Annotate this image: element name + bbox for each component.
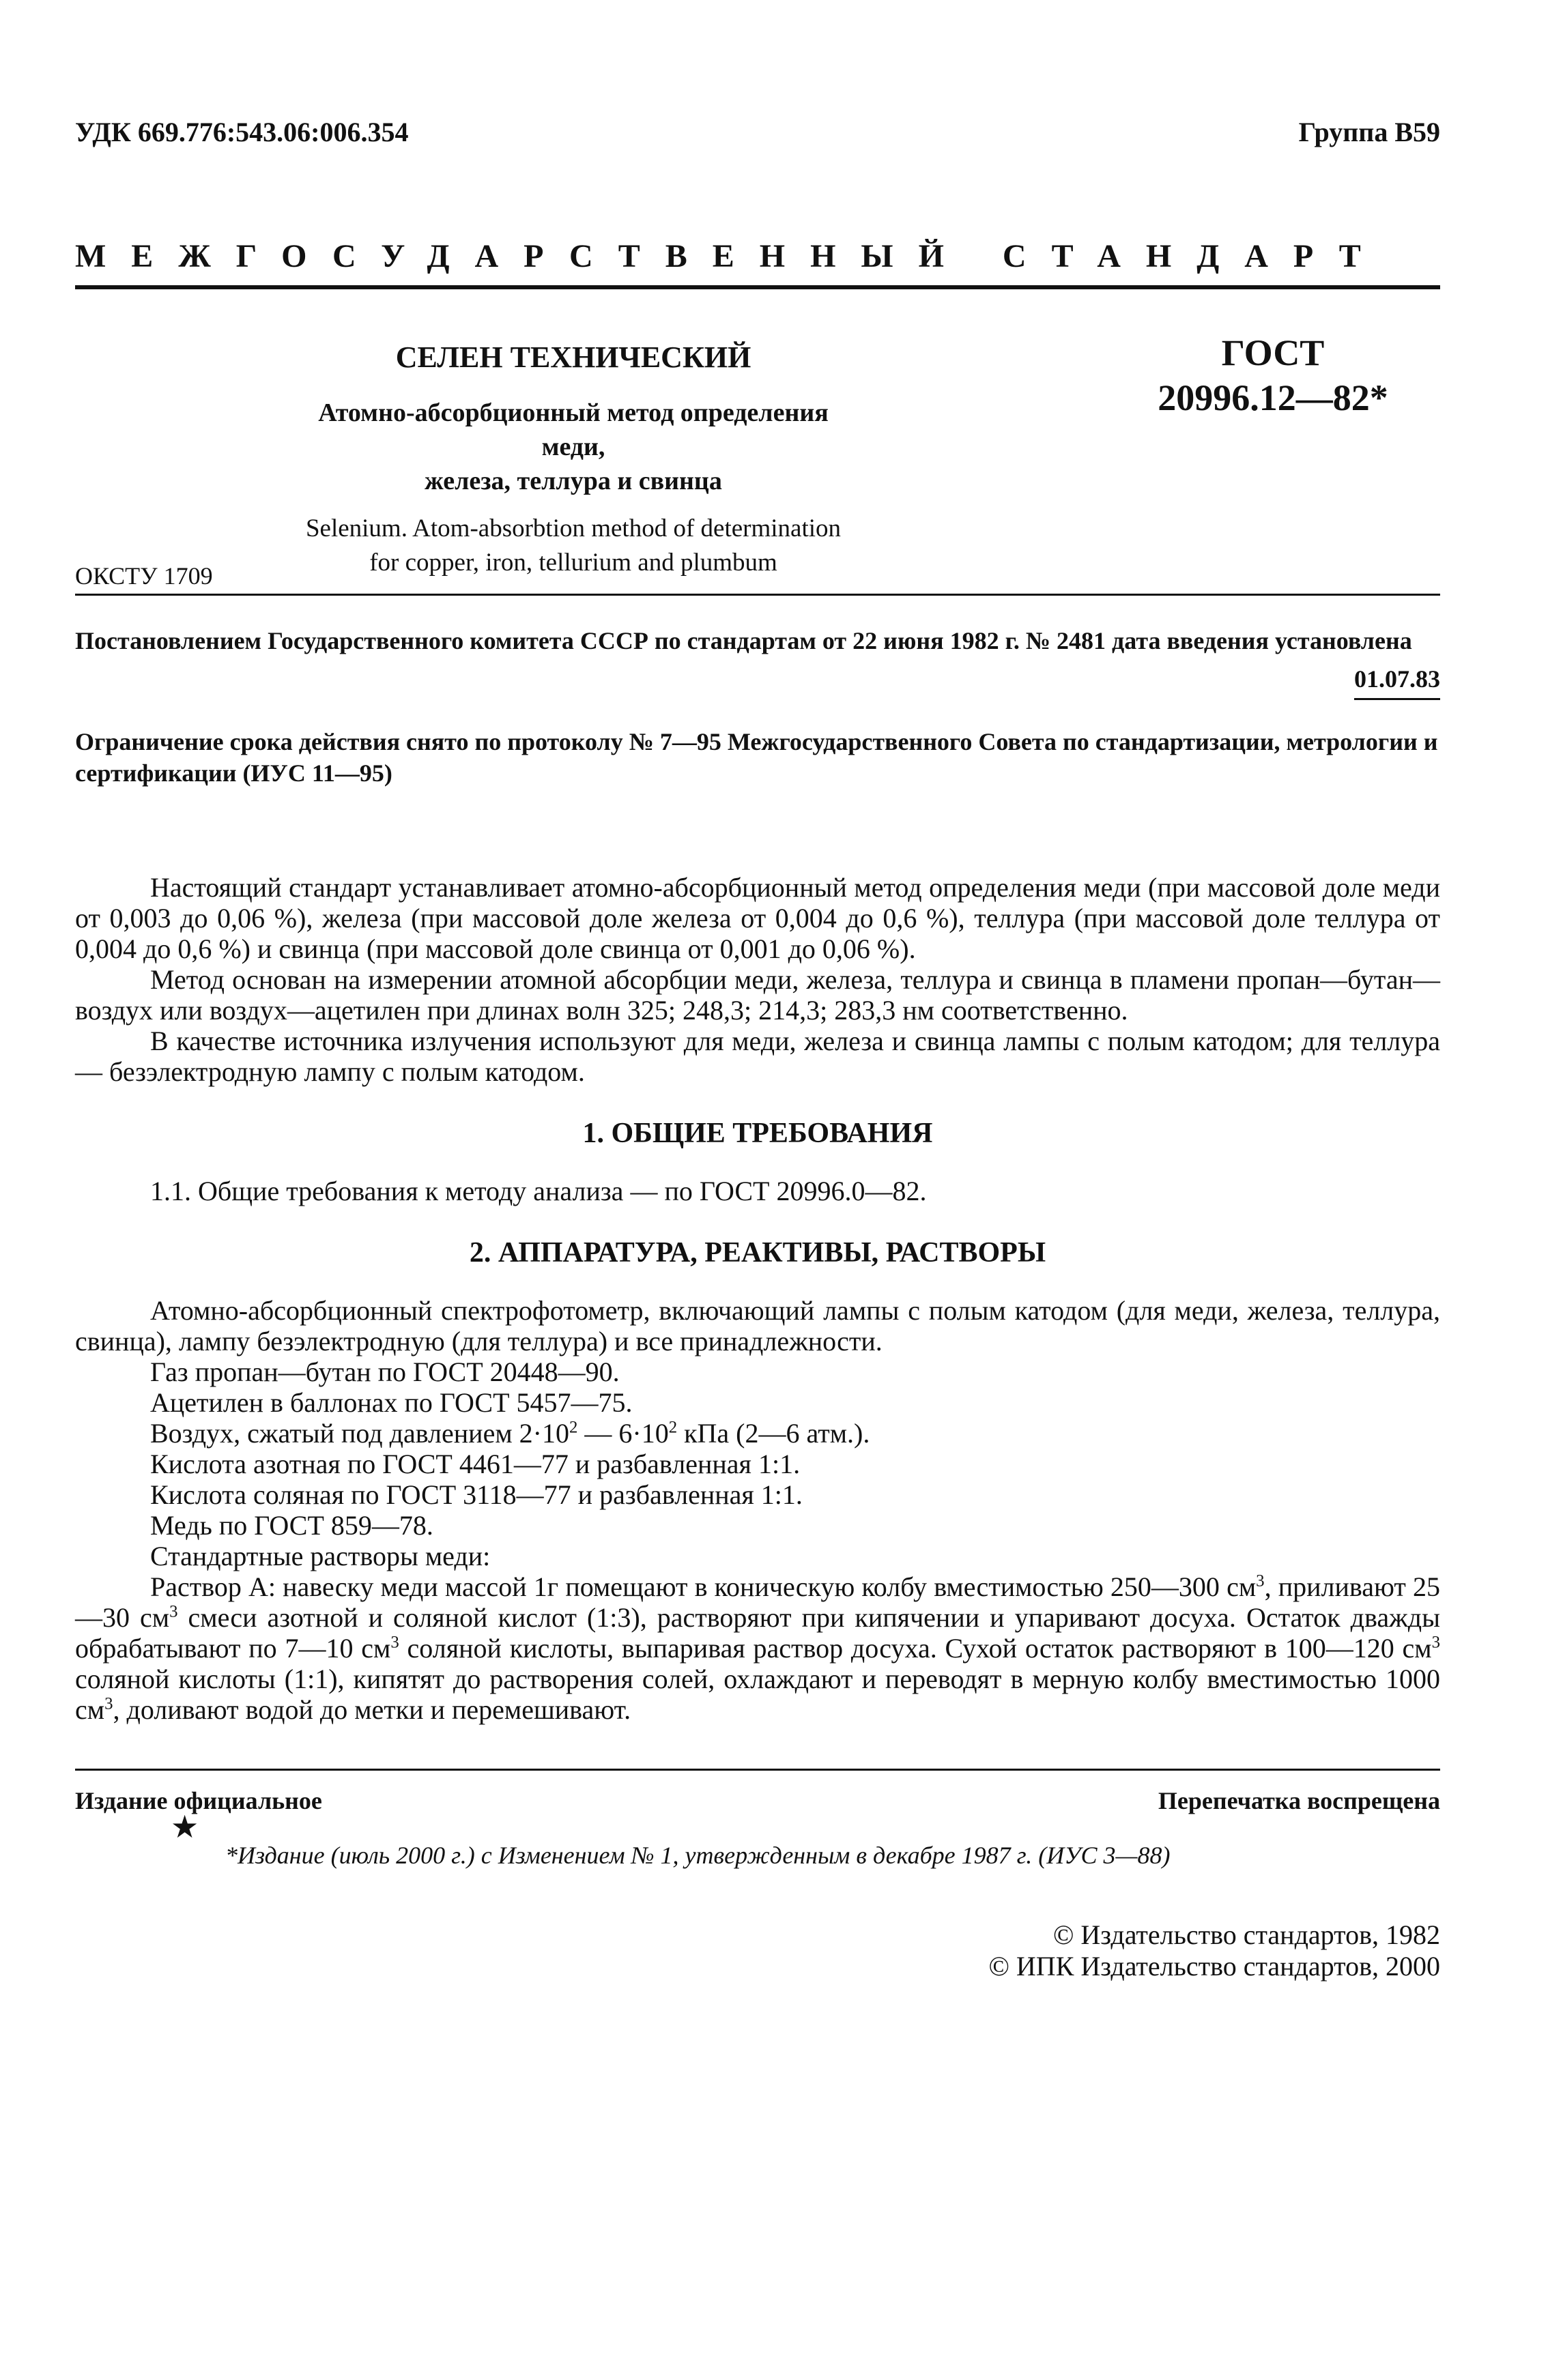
footer-rule — [75, 1769, 1440, 1771]
reagent-acetylene: Ацетилен в баллонах по ГОСТ 5457—75. — [150, 1387, 633, 1418]
header-row — [75, 116, 1440, 149]
udk-code: УДК 669.776:543.06:006.354 — [75, 117, 409, 147]
copyright-line-1: © Издательство стандартов, 1982 — [1052, 1919, 1440, 1950]
reagent-copper: Медь по ГОСТ 859—78. — [150, 1510, 433, 1541]
decree-date — [75, 664, 1440, 700]
reagent-propane: Газ пропан—бутан по ГОСТ 20448—90. — [150, 1356, 620, 1387]
oksty-code: ОКСТУ 1709 — [75, 562, 213, 590]
introduction-date: 01.07.83 — [1354, 664, 1440, 700]
solution-a-paragraph: Раствор А: навеску меди массой 1г помещают в коническую колбу вместимостью 250—300 $см^3$, приливают 25—30 $см^3$ смеси азотной и соляной кислот (1:3), растворяют при кипячении и упаривают досуха. Остаток дважды обрабатывают по 7—10 $см^3$ соляной кислоты, выпаривая раствор досуха. Сухой остаток растворяют в 100—120 $см^3$ соляной кислоты (1:1), кипятят до растворения солей, охлаждают и переводят в мерную колбу вместимостью 1000 $см^3$, доливают водой до метки и перемешивают. — [75, 1571, 1441, 1725]
subtitle-line-2: железа, теллура и свинца — [425, 467, 722, 495]
gost-number: 20996.12—82* — [1158, 377, 1388, 418]
star-icon: ★ — [171, 1810, 199, 1844]
reagent-nitric-acid: Кислота азотная по ГОСТ 4461—77 и разбавленная 1:1. — [150, 1449, 801, 1479]
intro-paragraph-2: Метод основан на измерении атомной абсорбции меди, железа, теллура и свинца в пламени пропан—бутан—воздух или воздух—ацетилен при длинах волн 325; 248,3; 214,3; 283,3 нм соответственно. — [75, 964, 1440, 1026]
section-1-body — [75, 1176, 1440, 1206]
section-1-heading: 1. ОБЩИЕ ТРЕБОВАНИЯ — [582, 1118, 933, 1149]
intro-paragraph-1: Настоящий стандарт устанавливает атомно-абсорбционный метод определения меди (при массовой доле меди от 0,003 до 0,06 %), железа (при массовой доле железа от 0,004 до 0,6 %), теллура (при массовой доле теллура от 0,004 до 0,6 %) и свинца (при массовой доле свинца от 0,001 до 0,06 %). — [75, 872, 1440, 964]
standard-solutions-heading: Стандартные растворы меди: — [150, 1541, 491, 1571]
reagent-air: Воздух, сжатый под давлением $2\cdot 10^2$ — $6\cdot 10^2$ кПа (2—6 атм.). — [150, 1418, 870, 1449]
document-page — [75, 116, 1440, 1982]
title-rule — [75, 594, 1440, 596]
standard-banner: МЕЖГОСУДАРСТВЕННЫЙ СТАНДАРТ — [75, 238, 1386, 274]
footer-row — [75, 1786, 1440, 1816]
section-2-heading: 2. АППАРАТУРА, РЕАКТИВЫ, РАСТВОРЫ — [469, 1237, 1046, 1268]
gost-label: ГОСТ — [1221, 332, 1325, 373]
section-1-item: 1.1. Общие требования к методу анализа — по ГОСТ 20996.0—82. — [150, 1176, 927, 1206]
edition-row — [75, 1810, 1440, 1881]
edition-note: *Издание (июль 2000 г.) с Изменением № 1, утвержденным в декабре 1987 г. (ИУС 3—88) — [225, 1842, 1171, 1869]
section-2-body — [75, 1295, 1440, 1725]
limitation-note: Ограничение срока действия снято по протоколу № 7—95 Межгосударственного Совета по стандартизации, метрологии и сертификации (ИУС 11—95) — [75, 728, 1438, 787]
copyright-line-2: © ИПК Издательство стандартов, 2000 — [988, 1951, 1440, 1982]
english-line-1: Selenium. Atom-absorbtion method of determination — [305, 514, 842, 542]
subtitle-line-1: Атомно-абсорбционный метод определения меди, — [318, 398, 829, 461]
intro-paragraph-3: В качестве источника излучения используют для меди, железа и свинца лампы с полым катодом; для теллура — безэлектродную лампу с полым катодом. — [75, 1026, 1440, 1087]
official-edition-label: Издание официальное — [75, 1787, 322, 1814]
document-title: СЕЛЕН ТЕХНИЧЕСКИЙ — [395, 340, 751, 374]
english-line-2: for copper, iron, tellurium and plumbum — [369, 549, 777, 577]
reagent-hydrochloric-acid: Кислота соляная по ГОСТ 3118—77 и разбавленная 1:1. — [150, 1479, 803, 1510]
english-title — [293, 512, 853, 580]
title-block — [75, 289, 1440, 594]
reprint-prohibited-label: Перепечатка воспрещена — [1158, 1787, 1440, 1814]
decree-text: Постановлением Государственного комитета СССР по стандартам от 22 июня 1982 г. № 2481 дата введения установлена — [75, 627, 1412, 654]
equipment-paragraph: Атомно-абсорбционный спектрофотометр, включающий лампы с полым катодом (для меди, железа, теллура, свинца), лампу безэлектродную (для теллура) и все принадлежности. — [75, 1295, 1440, 1356]
document-subtitle — [293, 396, 853, 498]
gost-designation — [1119, 330, 1427, 420]
group-code: Группа В59 — [1298, 117, 1440, 147]
intro-section — [75, 872, 1440, 1087]
copyright-block — [75, 1919, 1440, 1982]
